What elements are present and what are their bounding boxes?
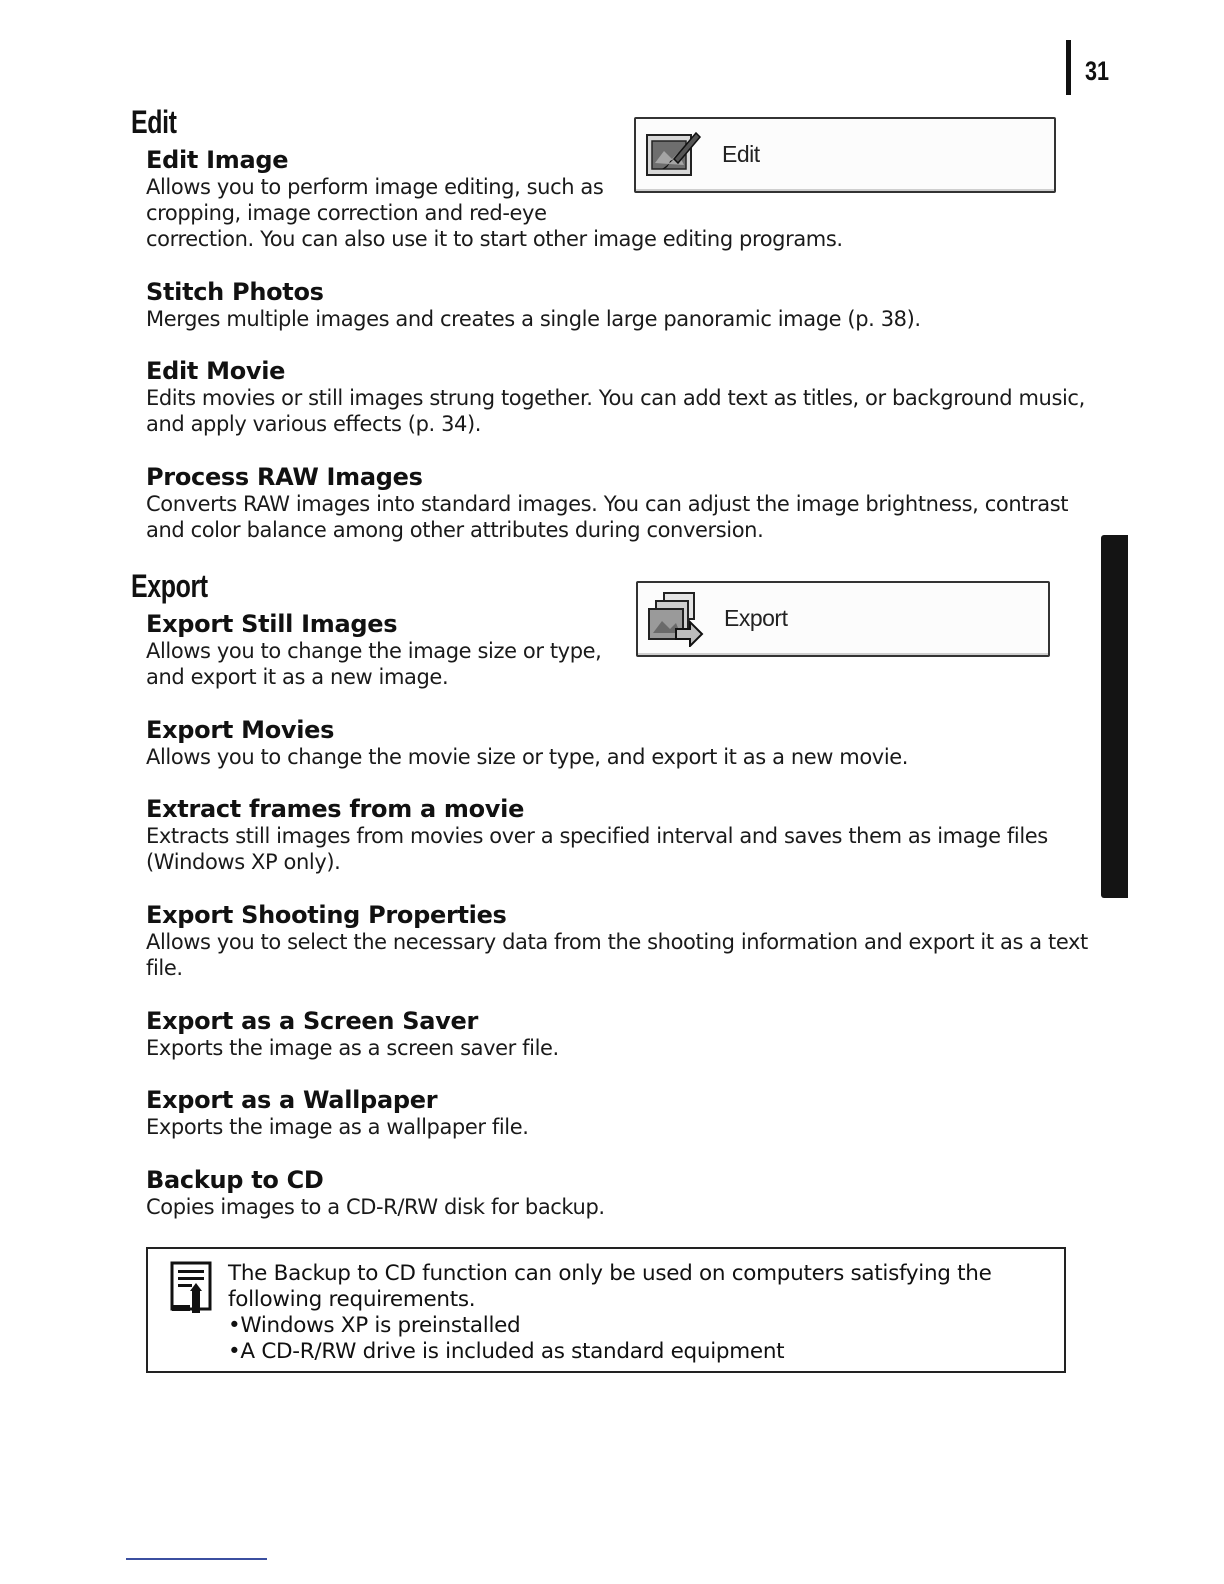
- note-bullet: •A CD-R/RW drive is included as standard equipment: [228, 1339, 785, 1364]
- item-line: Edits movies or still images strung together. You can add text as titles, or background music,: [146, 386, 1085, 410]
- item-export-screen-saver: [146, 1007, 559, 1061]
- item-line: and apply various effects (p. 34).: [146, 412, 482, 436]
- note-line: The Backup to CD function can only be used on computers satisfying the: [228, 1261, 992, 1286]
- item-line: Allows you to perform image editing, such as: [146, 175, 604, 199]
- item-line: Allows you to change the image size or type,: [146, 639, 602, 663]
- note-line: following requirements.: [228, 1287, 476, 1312]
- memo-note-icon: [170, 1261, 214, 1317]
- item-title: Stitch Photos: [146, 278, 324, 306]
- item-line: file.: [146, 956, 183, 980]
- item-title: Export Shooting Properties: [146, 901, 507, 929]
- item-stitch-photos: [146, 278, 921, 332]
- export-button[interactable]: [636, 581, 1050, 657]
- item-line: Exports the image as a wallpaper file.: [146, 1115, 529, 1139]
- export-button-label: Export: [724, 605, 788, 631]
- page-number: 31: [1085, 56, 1110, 86]
- item-line: Allows you to select the necessary data from the shooting information and export it as a text: [146, 930, 1088, 954]
- item-line: Exports the image as a screen saver file.: [146, 1036, 559, 1060]
- item-line: correction. You can also use it to start other image editing programs.: [146, 227, 843, 251]
- item-title: Export Movies: [146, 716, 335, 744]
- item-title: Process RAW Images: [146, 463, 423, 491]
- note-bullet: •Windows XP is preinstalled: [228, 1313, 521, 1338]
- item-export-shooting-properties: [146, 901, 1088, 981]
- footer-rule: [126, 1558, 267, 1560]
- section-heading-edit: Edit: [131, 104, 177, 140]
- item-title: Export as a Screen Saver: [146, 1007, 478, 1035]
- item-title: Export Still Images: [146, 610, 398, 638]
- item-title: Backup to CD: [146, 1166, 324, 1194]
- item-line: cropping, image correction and red-eye: [146, 201, 547, 225]
- item-title: Edit Image: [146, 146, 289, 174]
- export-images-icon: [646, 589, 704, 647]
- item-line: and export it as a new image.: [146, 665, 449, 689]
- item-export-wallpaper: [146, 1086, 529, 1140]
- item-export-still-images: [146, 610, 601, 690]
- item-line: Extracts still images from movies over a specified interval and saves them as image files: [146, 824, 1048, 848]
- edit-button-label: Edit: [722, 141, 760, 167]
- item-title: Export as a Wallpaper: [146, 1086, 438, 1114]
- item-export-movies: [146, 716, 908, 770]
- item-title: Edit Movie: [146, 357, 286, 385]
- item-line: Merges multiple images and creates a single large panoramic image (p. 38).: [146, 307, 921, 331]
- note-box: [146, 1247, 1066, 1373]
- section-heading-export: Export: [131, 568, 208, 604]
- item-line: Converts RAW images into standard images. You can adjust the image brightness, contrast: [146, 492, 1069, 516]
- item-backup-to-cd: [146, 1166, 605, 1220]
- chapter-side-tab: [1101, 535, 1128, 898]
- item-line: Allows you to change the movie size or type, and export it as a new movie.: [146, 745, 909, 769]
- item-edit-image: [146, 146, 843, 252]
- page-number-bar: [1066, 40, 1071, 95]
- item-edit-movie: [146, 357, 1085, 437]
- item-line: and color balance among other attributes during conversion.: [146, 518, 764, 542]
- item-line: (Windows XP only).: [146, 850, 341, 874]
- note-text: [228, 1261, 992, 1365]
- item-title: Extract frames from a movie: [146, 795, 525, 823]
- item-process-raw: [146, 463, 1068, 543]
- item-extract-frames: [146, 795, 1048, 875]
- item-line: Copies images to a CD-R/RW disk for backup.: [146, 1195, 605, 1219]
